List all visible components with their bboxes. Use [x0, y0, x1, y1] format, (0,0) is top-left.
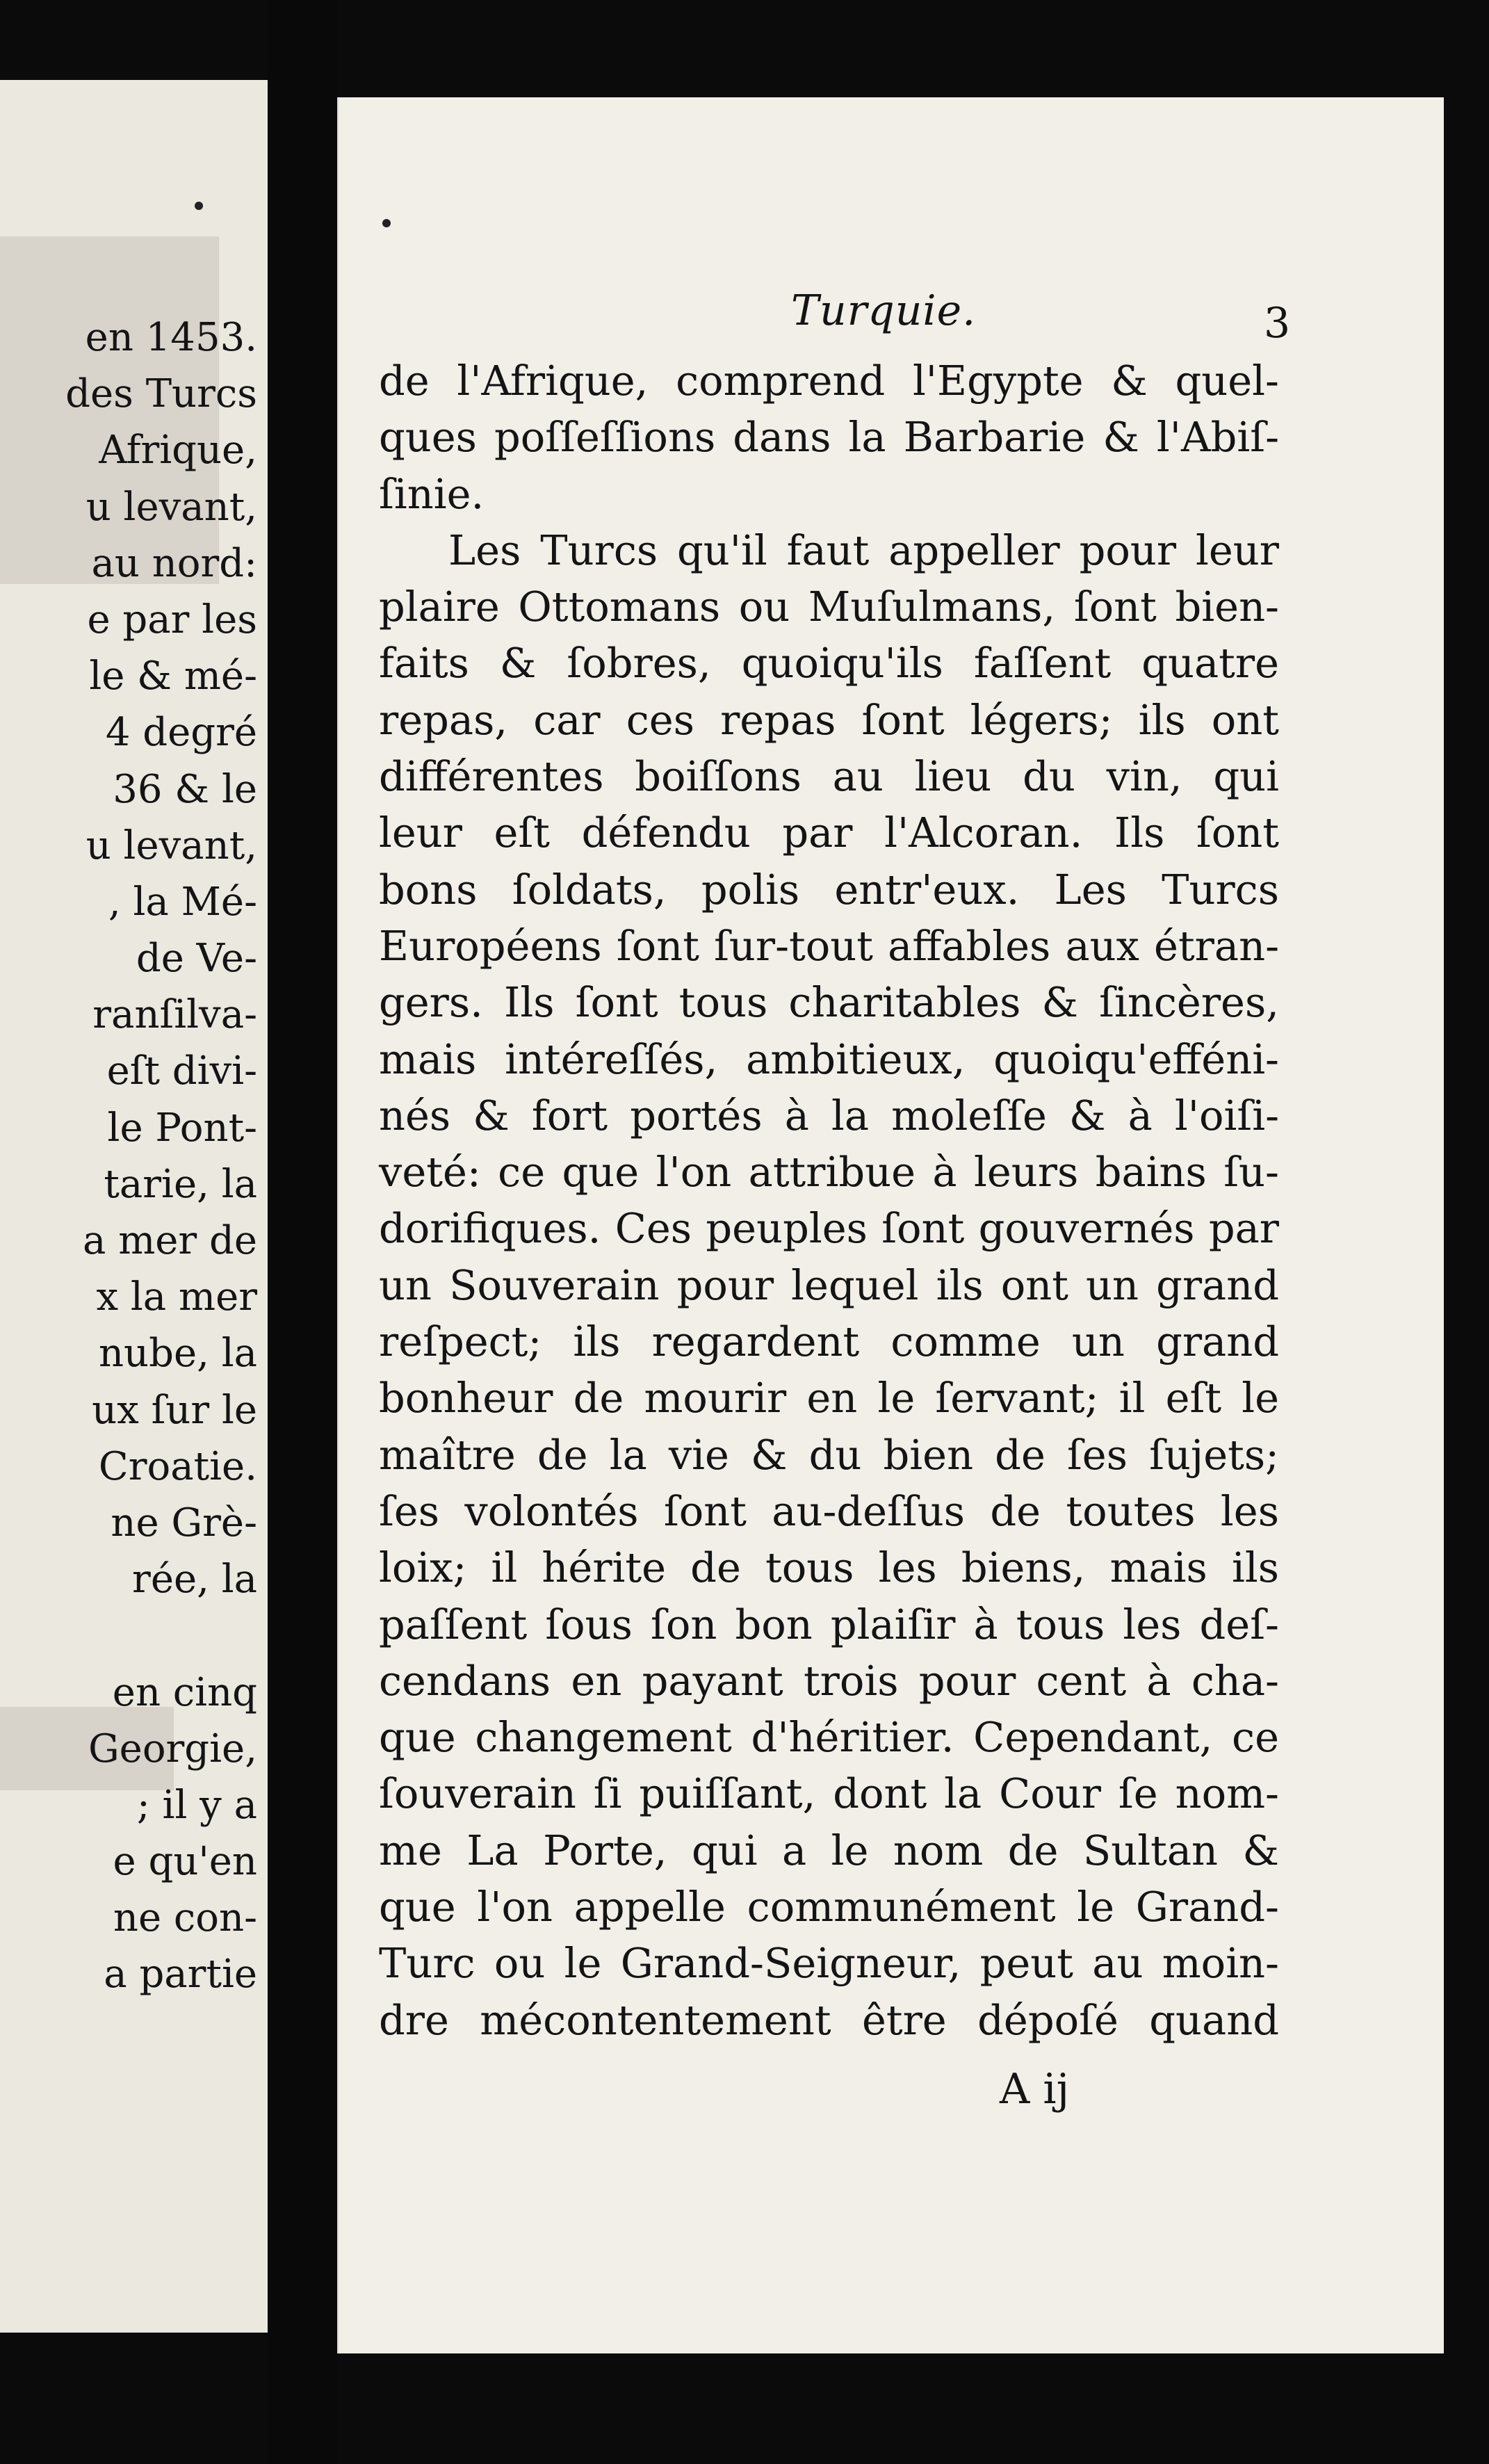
left-line: u levant, [86, 484, 257, 530]
text-line: ſouverain ſi puiſſant, dont la Cour ſe nom- [379, 1769, 1279, 1818]
left-line [0, 1607, 257, 1664]
text-line: dorifiques. Ces peuples ſont gouvernés par [379, 1204, 1279, 1253]
text-line: Européens ſont ſur-tout affables aux étran- [379, 921, 1279, 970]
text-line: ques poſſeſſions dans la Barbarie & l'Abiſ- [379, 413, 1279, 462]
text-line: maître de la vie & du bien de ſes ſujets; [379, 1430, 1279, 1479]
book-gutter [268, 0, 337, 2464]
text-line: reſpect; ils regardent comme un grand [379, 1318, 1279, 1366]
left-line: e qu'en [113, 1839, 257, 1885]
left-line: ranſilva- [92, 992, 257, 1038]
left-line: Afrique, [99, 428, 257, 473]
left-line: 4 degré [105, 710, 257, 756]
left-line: de Ve- [136, 936, 257, 982]
left-line: des Turcs [65, 371, 257, 417]
text-line: me La Porte, qui a le nom de Sultan & [379, 1826, 1279, 1874]
text-line: de l'Afrique, comprend l'Egypte & quel- [379, 357, 1279, 405]
ink-speck [382, 219, 391, 227]
left-line: rée, la [132, 1557, 257, 1603]
left-line: x la mer [96, 1274, 257, 1320]
left-line: le & mé- [89, 654, 257, 699]
left-line: u levant, [86, 822, 257, 868]
left-line: a partie [104, 1952, 257, 1997]
text-line: un Souverain pour lequel ils ont un grand [379, 1261, 1279, 1309]
left-line: le Pont- [107, 1105, 257, 1151]
text-line: repas, car ces repas ſont légers; ils ont [379, 695, 1279, 744]
left-line: ne Grè- [111, 1500, 257, 1546]
text-line: bons ſoldats, polis entr'eux. Les Turcs [379, 865, 1279, 914]
text-line: loix; il hérite de tous les biens, mais ils [379, 1543, 1279, 1592]
text-line: faits & ſobres, quoiqu'ils faſſent quatre [379, 639, 1279, 688]
text-line: bonheur de mourir en le ſervant; il eſt le [379, 1374, 1279, 1423]
text-line: ſes volontés ſont au-deſſus de toutes les [379, 1486, 1279, 1535]
left-line: ; il y a [136, 1782, 257, 1828]
left-line: en cinq [112, 1669, 257, 1715]
left-line: nube, la [98, 1331, 257, 1377]
left-line: ne con- [113, 1895, 257, 1941]
text-line: Les Turcs qu'il faut appeller pour leur [448, 526, 1279, 574]
left-line: tarie, la [104, 1161, 257, 1207]
text-line: dre mécontentement être dépoſé quand [379, 1995, 1279, 2044]
left-line: ux ſur le [92, 1387, 257, 1433]
left-line: , la Mé- [108, 879, 257, 925]
text-line: que l'on appelle communément le Grand- [379, 1883, 1279, 1931]
left-line: a mer de [83, 1218, 257, 1263]
body-text [379, 352, 1279, 2048]
text-line: veté: ce que l'on attribue à leurs bains ſu- [379, 1148, 1279, 1197]
left-line: Georgie, [88, 1726, 257, 1772]
left-line: en 1453. [85, 315, 257, 360]
running-head: Turquie. [791, 286, 977, 335]
left-page [0, 80, 270, 2333]
left-line: e par les [87, 597, 257, 642]
left-page-text [0, 309, 257, 2003]
page-number: 3 [1264, 299, 1291, 348]
left-line: 36 & le [113, 766, 257, 812]
left-line: Croatie. [98, 1443, 257, 1489]
text-line: cendans en payant trois pour cent à cha- [379, 1656, 1279, 1705]
text-line: paſſent ſous ſon bon plaiſir à tous les deſ- [379, 1600, 1279, 1648]
text-line: ſinie. [379, 469, 485, 518]
text-line: leur eſt défendu par l'Alcoran. Ils ſont [379, 809, 1279, 857]
text-line: que changement d'héritier. Cependant, ce [379, 1713, 1279, 1762]
text-line: plaire Ottomans ou Muſulmans, ſont bien- [379, 583, 1279, 631]
ink-speck [195, 202, 203, 210]
text-line: Turc ou le Grand-Seigneur, peut au moin- [379, 1939, 1279, 1988]
left-line: au nord: [91, 540, 257, 586]
text-line: mais intéreſſés, ambitieux, quoiqu'efféni- [379, 1035, 1279, 1083]
text-line: nés & fort portés à la moleſſe & à l'oiſi- [379, 1091, 1279, 1140]
left-line: eſt divi- [106, 1048, 257, 1094]
text-line: gers. Ils ſont tous charitables & ſincères, [379, 978, 1279, 1027]
text-line: différentes boiſſons au lieu du vin, qui [379, 752, 1279, 801]
signature-mark: A ij [1000, 2065, 1070, 2114]
